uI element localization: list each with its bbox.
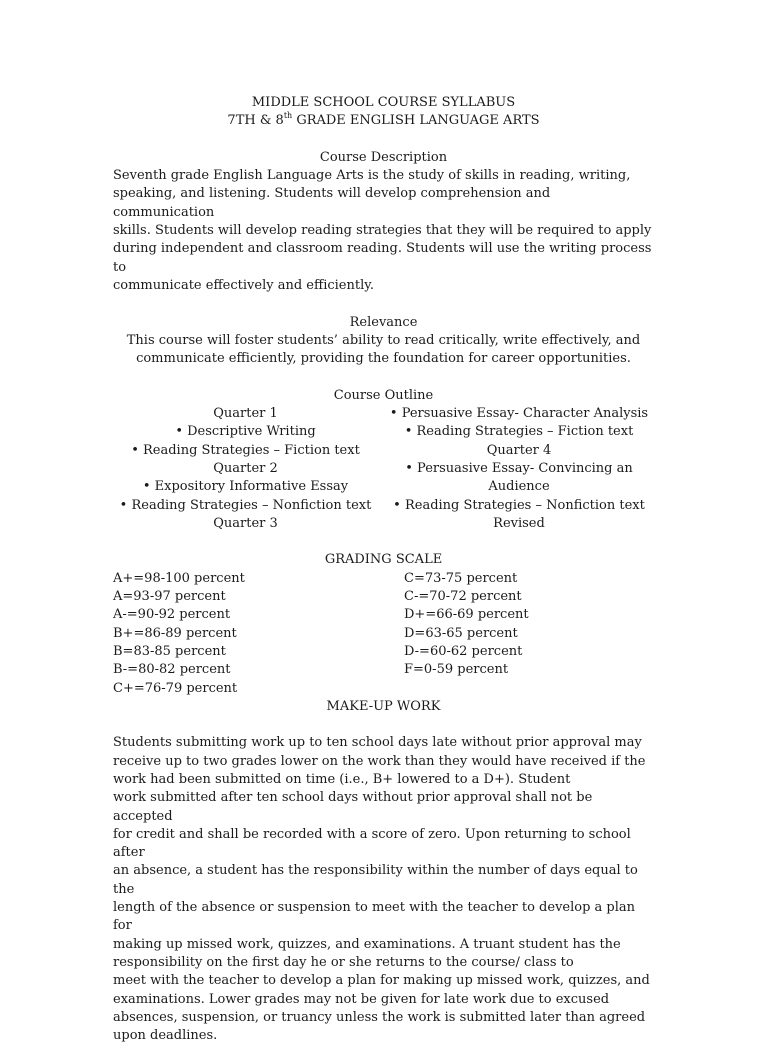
outline-item: Quarter 2 <box>213 460 278 476</box>
grade-entry: A-=90-92 percent <box>113 607 231 623</box>
outline-item: • Descriptive Writing <box>175 424 316 440</box>
grade-line-superscript: th <box>283 110 293 120</box>
makeup-work-line: work had been submitted on time (i.e., B+ lowered to a D+). Student <box>113 771 571 787</box>
grading-scale-right-column <box>404 570 654 698</box>
outline-item: Quarter 3 <box>213 515 278 531</box>
outline-item: • Persuasive Essay- Character Analysis <box>389 406 649 422</box>
outline-item: • Reading Strategies – Nonfiction text <box>393 497 645 513</box>
course-description-heading: Course Description <box>319 149 448 165</box>
outline-item: • Reading Strategies – Fiction text <box>131 442 360 458</box>
grade-entry: F=0-59 percent <box>404 662 509 678</box>
grade-line-suffix: GRADE ENGLISH LANGUAGE ARTS <box>292 113 540 129</box>
makeup-work-line: making up missed work, quizzes, and examinations. A truant student has the <box>113 936 621 952</box>
grade-entry: B+=86-89 percent <box>113 625 237 641</box>
document-title: MIDDLE SCHOOL COURSE SYLLABUS <box>251 95 516 110</box>
relevance-text <box>113 332 654 369</box>
grade-entry: C=73-75 percent <box>404 570 518 586</box>
grading-scale-left-column <box>113 570 383 698</box>
grade-entry: B-=80-82 percent <box>113 662 231 678</box>
makeup-work-heading: MAKE-UP WORK <box>326 698 441 714</box>
makeup-work-line: work submitted after ten school days without prior approval shall not be accepted <box>113 790 593 824</box>
course-description-line: speaking, and listening. Students will develop comprehension and communication <box>113 186 551 220</box>
grading-scale-heading: GRADING SCALE <box>324 552 443 568</box>
spacer <box>113 368 654 386</box>
makeup-work-line: an absence, a student has the responsibility within the number of days equal to the <box>113 863 638 897</box>
makeup-work-line: Students submitting work up to ten school days late without prior approval may <box>113 735 642 751</box>
grade-line-prefix: 7TH & 8 <box>227 113 284 129</box>
course-description-line: during independent and classroom reading. Students will use the writing process to <box>113 241 652 275</box>
makeup-work-line: for credit and shall be recorded with a score of zero. Upon returning to school after <box>113 826 631 861</box>
makeup-work-line: receive up to two grades lower on the work than they would have received if the <box>113 753 646 769</box>
course-description-text <box>113 167 654 295</box>
course-outline-heading: Course Outline <box>333 387 434 403</box>
grade-line <box>113 112 654 130</box>
course-description-line: skills. Students will develop reading strategies that they will be required to apply <box>113 223 652 239</box>
outline-item: Audience <box>488 479 550 495</box>
outline-item: Quarter 4 <box>486 442 552 458</box>
outline-item: • Persuasive Essay- Convincing an <box>405 460 633 476</box>
makeup-work-line: length of the absence or suspension to meet with the teacher to develop a plan for <box>113 900 636 934</box>
grade-entry: C-=70-72 percent <box>404 589 522 605</box>
course-outline <box>113 405 654 533</box>
document-page <box>113 94 654 1045</box>
grade-entry: B=83-85 percent <box>113 643 226 659</box>
course-outline-right-column <box>384 405 654 533</box>
relevance-heading: Relevance <box>349 314 418 330</box>
grading-scale <box>113 570 654 698</box>
outline-item: • Reading Strategies – Nonfiction text <box>119 497 372 513</box>
spacer <box>113 716 654 734</box>
spacer <box>113 131 654 149</box>
grade-entry: A+=98-100 percent <box>113 570 245 586</box>
relevance-line: communicate efficiently, providing the foundation for career opportunities. <box>136 351 631 367</box>
grade-entry: D+=66-69 percent <box>404 607 529 623</box>
outline-item: Revised <box>493 515 545 531</box>
grade-entry: C+=76-79 percent <box>113 680 238 696</box>
makeup-work-line: examinations. Lower grades may not be given for late work due to excused <box>113 991 610 1007</box>
makeup-work-line: upon deadlines. <box>113 1028 218 1044</box>
outline-item: • Reading Strategies – Fiction text <box>404 424 634 440</box>
makeup-work-text <box>113 734 654 1045</box>
grade-entry: D=63-65 percent <box>404 625 518 641</box>
relevance-line: This course will foster students’ ability to read critically, write effectively, and <box>126 332 641 348</box>
grade-entry: D-=60-62 percent <box>404 643 523 659</box>
outline-item: Quarter 1 <box>213 406 278 422</box>
course-description-line: communicate effectively and efficiently. <box>113 277 375 293</box>
spacer <box>113 533 654 551</box>
makeup-work-line: responsibility on the first day he or she returns to the course/ class to <box>113 954 574 970</box>
spacer <box>113 295 654 313</box>
course-outline-left-column <box>113 405 378 533</box>
outline-item: • Expository Informative Essay <box>142 479 349 495</box>
makeup-work-line: absences, suspension, or truancy unless the work is submitted later than agreed <box>113 1009 646 1025</box>
grade-entry: A=93-97 percent <box>113 589 226 605</box>
course-description-line: Seventh grade English Language Arts is the study of skills in reading, writing, <box>113 168 631 184</box>
makeup-work-line: meet with the teacher to develop a plan for making up missed work, quizzes, and <box>113 973 650 989</box>
